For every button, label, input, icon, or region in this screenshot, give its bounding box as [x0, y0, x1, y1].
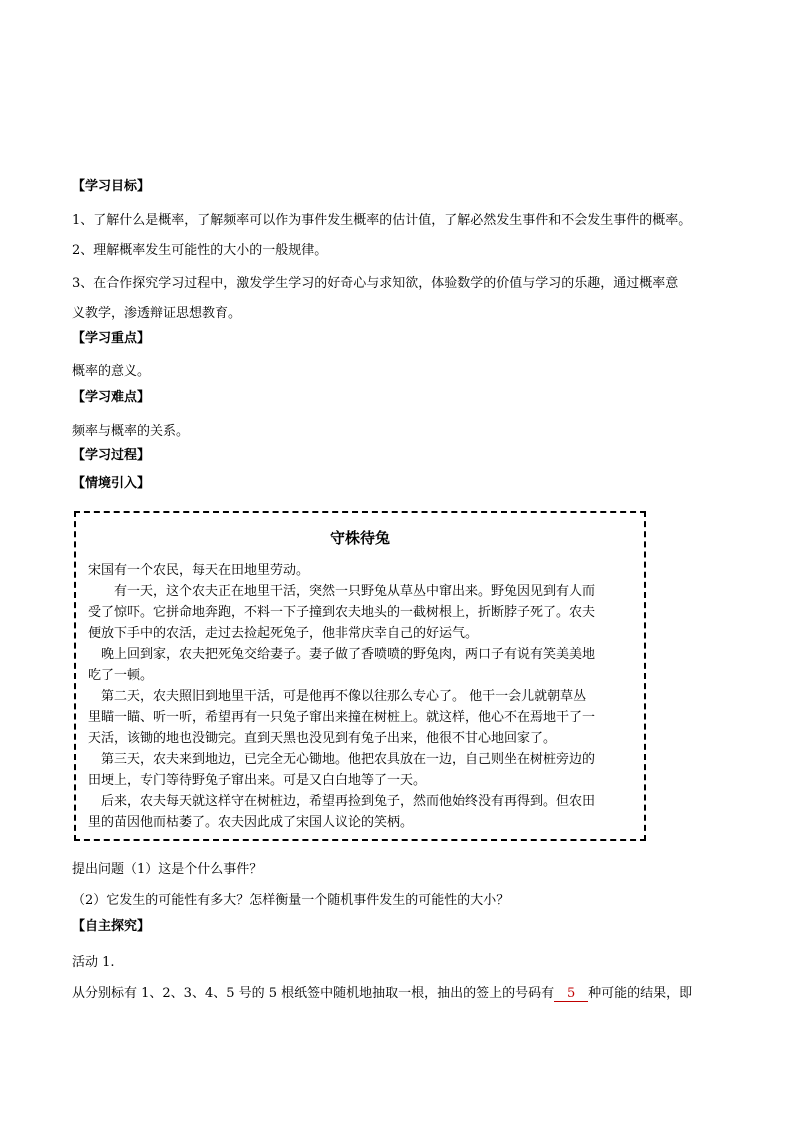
- difficulty-heading: 【学习难点】: [72, 390, 151, 405]
- answer-blank: 5: [554, 987, 588, 1002]
- story-line: 吃了一顿。: [88, 668, 154, 683]
- story-line: 有一天，这个农夫正在地里干活，突然一只野兔从草丛中窜出来。野兔因见到有人而: [88, 584, 596, 599]
- story-line: 晚上回到家，农夫把死兔交给妻子。妻子做了香喷喷的野兔肉，两口子有说有笑美美地: [88, 647, 596, 662]
- story-line: 里瞄一瞄、听一听，希望再有一只兔子窜出来撞在树桩上。就这样，他心不在焉地干了一: [88, 710, 596, 725]
- activity-text-before: 从分别标有 1、2、3、4、5 号的 5 根纸签中随机地抽取一根，抽出的签上的号码有: [72, 986, 555, 1001]
- key-point-heading: 【学习重点】: [72, 331, 151, 346]
- story-box: [74, 511, 646, 841]
- activity-text: [72, 986, 734, 1002]
- story-line: 第三天，农夫来到地边，已完全无心锄地。他把农具放在一边，自己则坐在树桩旁边的: [88, 752, 596, 767]
- story-line: 宋国有一个农民，每天在田地里劳动。: [88, 563, 310, 578]
- difficulty-text: 频率与概率的关系。: [72, 424, 190, 439]
- story-line: 便放下手中的农活，走过去捡起死兔子，他非常庆幸自己的好运气。: [88, 626, 479, 641]
- story-line: 天活，该锄的地也没锄完。直到天黑也没见到有兔子出来，他很不甘心地回家了。: [88, 731, 557, 746]
- story-line: 田埂上，专门等待野兔子窜出来。可是又白白地等了一天。: [88, 773, 427, 788]
- activity-text-after: 种可能的结果，即: [588, 986, 693, 1001]
- question-1: 提出问题（1）这是个什么事件？: [72, 862, 263, 877]
- process-heading: 【学习过程】: [72, 448, 151, 463]
- activity-label: 活动 1.: [72, 955, 115, 970]
- objective-item-1: 1、了解什么是概率，了解频率可以作为事件发生概率的估计值，了解必然发生事件和不会发生事件的概率。: [72, 213, 692, 228]
- key-point-text: 概率的意义。: [72, 364, 151, 379]
- objective-item-3: 3、在合作探究学习过程中，激发学生学习的好奇心与求知欲，体验数学的价值与学习的乐趣，通过概率意: [72, 276, 679, 291]
- objective-item-2: 2、理解概率发生可能性的大小的一般规律。: [72, 243, 328, 258]
- story-line: 受了惊吓。它拼命地奔跑，不料一下子撞到农夫地头的一截树根上，折断脖子死了。农夫: [88, 605, 596, 620]
- story-line: 后来，农夫每天就这样守在树桩边，希望再捡到兔子，然而他始终没有再得到。但农田: [88, 794, 596, 809]
- explore-heading: 【自主探究】: [72, 919, 151, 934]
- story-line: 第二天，农夫照旧到地里干活，可是他再不像以往那么专心了。 他干一会儿就朝草丛: [88, 689, 587, 704]
- objectives-heading: 【学习目标】: [72, 179, 151, 194]
- story-title: 守株待兔: [329, 529, 390, 547]
- intro-heading: 【情境引入】: [72, 476, 151, 491]
- story-line: 里的苗因他而枯萎了。农夫因此成了宋国人议论的笑柄。: [88, 815, 414, 830]
- objective-item-3-continued: 义教学，渗透辩证思想教育。: [72, 306, 242, 321]
- question-2: （2）它发生的可能性有多大？怎样衡量一个随机事件发生的可能性的大小？: [72, 893, 510, 908]
